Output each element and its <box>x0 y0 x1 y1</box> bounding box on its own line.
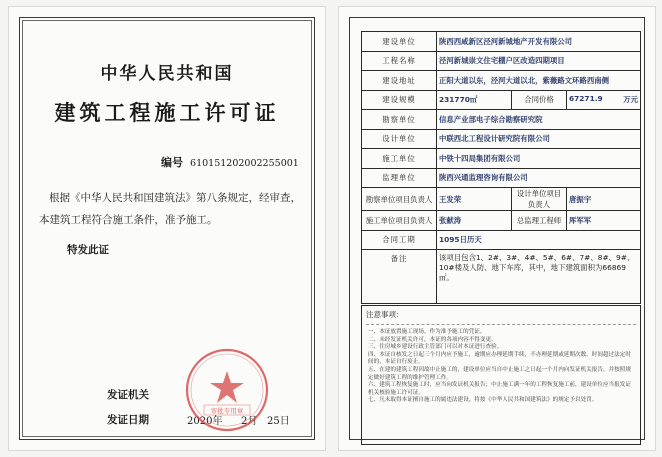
table-row <box>362 71 641 91</box>
row-value: 王发荣 <box>437 188 512 211</box>
row-value-2: 厍军军 <box>567 211 641 231</box>
notice-item: 二、未经发证机关许可，本证的各项内容不得变更。 <box>368 336 497 343</box>
row-value: 1095日历天 <box>437 230 641 250</box>
notice-section <box>361 305 641 445</box>
row-value: 张献涛 <box>437 211 512 231</box>
row-label: 合同工期 <box>362 230 437 250</box>
certificate-number <box>161 154 299 170</box>
row-label: 工程名称 <box>362 51 437 71</box>
row-value: 陕西西咸新区泾河新城地产开发有限公司 <box>437 32 641 52</box>
notice-item: 一、本证放置施工现场，作为准予施工的凭证。 <box>368 329 486 335</box>
issue-date-day: 25日 <box>267 416 290 427</box>
row-label: 建设规模 <box>362 90 437 110</box>
seal-text: 审批专用章 <box>210 407 244 415</box>
issue-date-year: 2020年 <box>187 416 223 427</box>
country-title: 中华人民共和国 <box>100 64 234 84</box>
row-label: 勘察单位项目负责人 <box>362 188 437 211</box>
table-row <box>362 129 641 149</box>
divider <box>366 324 636 325</box>
table-row <box>362 110 641 130</box>
table-row <box>362 149 641 169</box>
certificate-body-text: 根据《中华人民共和国建筑法》第八条规定，经审查，本建筑工程符合施工条件，准予施工。 <box>39 192 301 226</box>
row-value-2 <box>567 90 641 110</box>
project-details-table <box>361 31 641 304</box>
row-label: 建设单位 <box>362 32 437 52</box>
table-row <box>362 211 641 231</box>
row-label: 勘察单位 <box>362 110 437 130</box>
row-label: 监理单位 <box>362 168 437 188</box>
issuing-authority-label: 发证机关 <box>107 389 149 401</box>
certificate-details-page <box>338 6 656 451</box>
table-row <box>362 51 641 71</box>
certificate-title: 建筑工程施工许可证 <box>54 101 280 125</box>
certificate-front-page <box>8 6 326 451</box>
notice-item: 七、凡未取得本证擅自施工的属违法建设，将按《中华人民共和国建筑法》的规定予以处罚。 <box>368 397 598 404</box>
table-row <box>362 250 641 304</box>
row-value: 陕西兴通监理咨询有限公司 <box>437 168 641 188</box>
row-value: 该项目包含1、2#、3#、4#、5#、6#、7#、8#、9#、10#楼及人防、地下车库，其中，地下建筑面积为66869㎡。 <box>437 250 641 304</box>
notice-item: 五、在建的建筑工程因故中止施工的，建设单位应当自中止施工之日起一个月内向发证机关报告，并按照规定做好建筑工程的维护管理工作。 <box>368 366 631 381</box>
official-seal <box>184 347 270 433</box>
issue-date-month: 2月 <box>241 416 258 427</box>
row-value-2: 唐振宇 <box>567 188 641 211</box>
special-certificate-text: 特发此证 <box>67 244 109 256</box>
row-label-2: 总监理工程师 <box>512 211 567 231</box>
row-label: 施工单位项目负责人 <box>362 211 437 231</box>
row-value: 泾河新城崇文住宅棚户区改造四期项目 <box>437 51 641 71</box>
notice-item: 三、住房城乡建设行政主管部门可以对本证进行查验。 <box>368 344 503 351</box>
notice-title: 注意事项： <box>366 310 404 319</box>
notice-item: 四、本证自核发之日起三个月内应予施工，逾期应办理延期手续，不办理延期或延期次数、时间超过法定时间的，本证自行废止。 <box>368 351 631 366</box>
row-value: 信息产业部电子综合勘察研究院 <box>437 110 641 130</box>
row-label: 建设地址 <box>362 71 437 91</box>
row-label: 施工单位 <box>362 149 437 169</box>
row-value: 231770㎡ <box>437 90 512 110</box>
contract-price-value: 67271.9 <box>569 94 603 104</box>
row-value: 中联西北工程设计研究院有限公司 <box>437 129 641 149</box>
table-row <box>362 168 641 188</box>
row-label: 备注 <box>362 250 437 304</box>
row-label: 设计单位 <box>362 129 437 149</box>
notice-item: 六、建筑工程恢复施工时，应当向发证机关报告；中止施工满一年的工程恢复施工前，建设单位应当报发证机关核验施工许可证。 <box>368 382 631 396</box>
table-row <box>362 188 641 211</box>
issue-date-label: 发证日期 <box>107 414 149 426</box>
row-value: 正阳大道以东，泾河大道以北，紫薇路文环路西南侧 <box>437 71 641 91</box>
contract-price-unit: 万元 <box>623 95 638 105</box>
number-label: 编号 <box>161 156 183 169</box>
number-value: 610151202002255001 <box>190 158 299 169</box>
table-row <box>362 32 641 52</box>
table-row <box>362 90 641 110</box>
row-label-2: 合同价格 <box>512 90 567 110</box>
row-label-2: 设计单位项目负责人 <box>512 188 567 211</box>
row-value: 中铁十四局集团有限公司 <box>437 149 641 169</box>
table-row <box>362 230 641 250</box>
